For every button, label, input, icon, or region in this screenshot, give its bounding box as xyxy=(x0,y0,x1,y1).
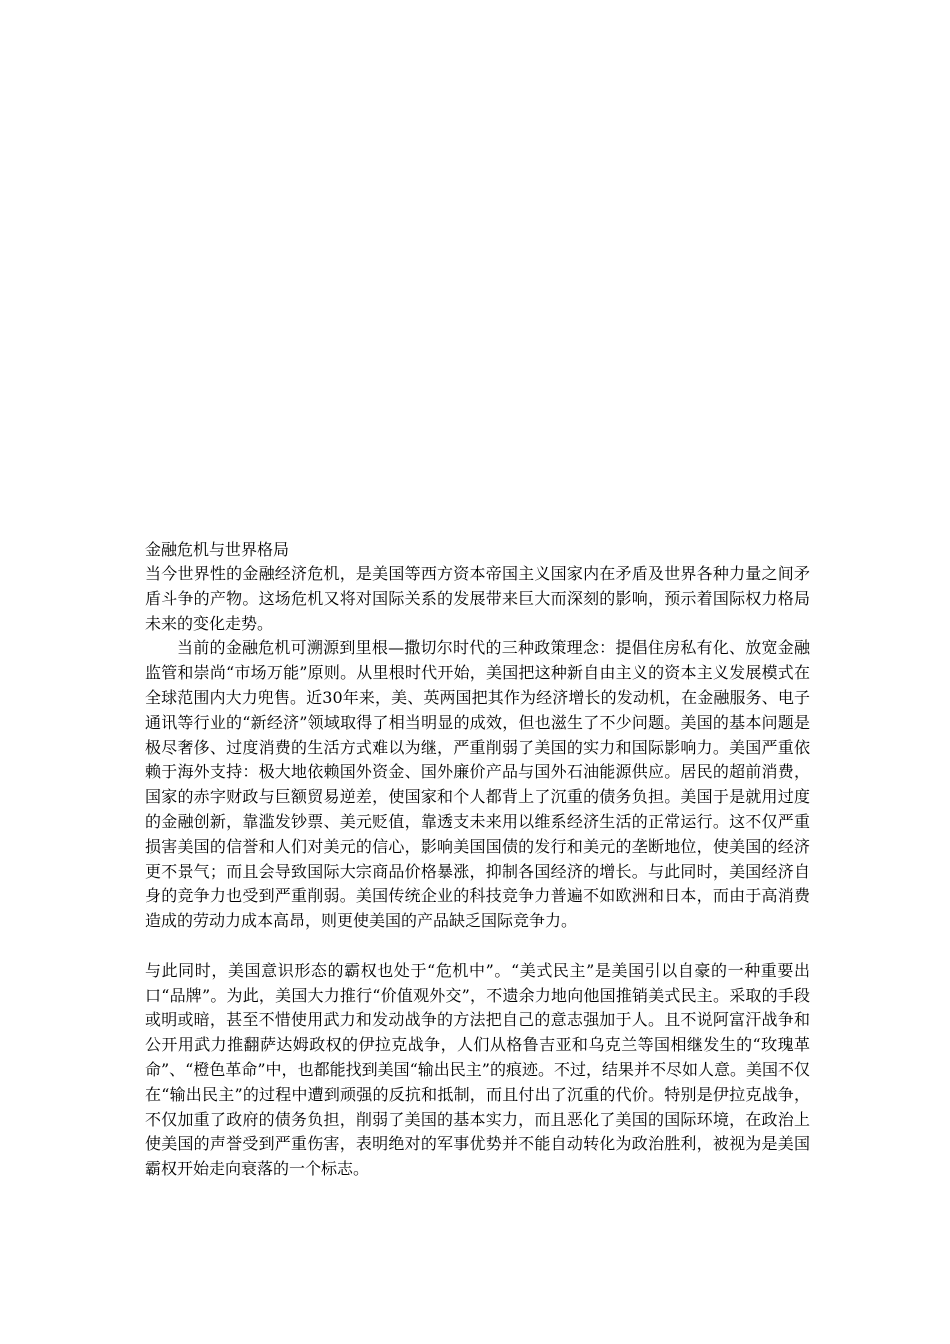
document-body xyxy=(145,538,810,1182)
paragraph-intro: 当今世界性的金融经济危机，是美国等西方资本帝国主义国家内在矛盾及世界各种力量之间矛盾斗争的产物。这场危机又将对国际关系的发展带来巨大而深刻的影响，预示着国际权力格局未来的变化走势。 xyxy=(145,564,810,633)
paragraph-origin: 当前的金融危机可溯源到里根—撒切尔时代的三种政策理念：提倡住房私有化、放宽金融监管和崇尚“市场万能”原则。从里根时代开始，美国把这种新自由主义的资本主义发展模式在全球范围内大力兜售。近30年来，美、英两国把其作为经济增长的发动机，在金融服务、电子通讯等行业的“新经济”领域取得了相当明显的成效，但也滋生了不少问题。美国的基本问题是极尽奢侈、过度消费的生活方式难以为继，严重削弱了美国的实力和国际影响力。美国严重依赖于海外支持：极大地依赖国外资金、国外廉价产品与国外石油能源供应。居民的超前消费，国家的赤字财政与巨额贸易逆差，使国家和个人都背上了沉重的债务负担。美国于是就用过度的金融创新，靠滥发钞票、美元贬值，靠透支未来用以维系经济生活的正常运行。这不仅严重损害美国的信誉和人们对美元的信心，影响美国国债的发行和美元的垄断地位，使美国的经济更不景气；而且会导致国际大宗商品价格暴涨，抑制各国经济的增长。与此同时，美国经济自身的竞争力也受到严重削弱。美国传统企业的科技竞争力普遍不如欧洲和日本，而由于高消费造成的劳动力成本高昂，则更使美国的产品缺乏国际竞争力。 xyxy=(145,638,810,931)
paragraph-ideology: 与此同时，美国意识形态的霸权也处于“危机中”。“美式民主”是美国引以自豪的一种重要出口“品牌”。为此，美国大力推行“价值观外交”，不遗余力地向他国推销美式民主。采取的手段或明或暗，甚至不惜使用武力和发动战争的方法把自己的意志强加于人。且不说阿富汗战争和公开用武力推翻萨达姆政权的伊拉克战争，人们从格鲁吉亚和乌克兰等国相继发生的“玫瑰革命”、“橙色革命”中，也都能找到美国“输出民主”的痕迹。不过，结果并不尽如人意。美国不仅在“输出民主”的过程中遭到顽强的反抗和抵制，而且付出了沉重的代价。特别是伊拉克战争，不仅加重了政府的债务负担，削弱了美国的基本实力，而且恶化了美国的国际环境，在政治上使美国的声誉受到严重伤害，表明绝对的军事优势并不能自动转化为政治胜利，被视为是美国霸权开始走向衰落的一个标志。 xyxy=(145,960,810,1179)
document-title: 金融危机与世界格局 xyxy=(145,540,290,559)
